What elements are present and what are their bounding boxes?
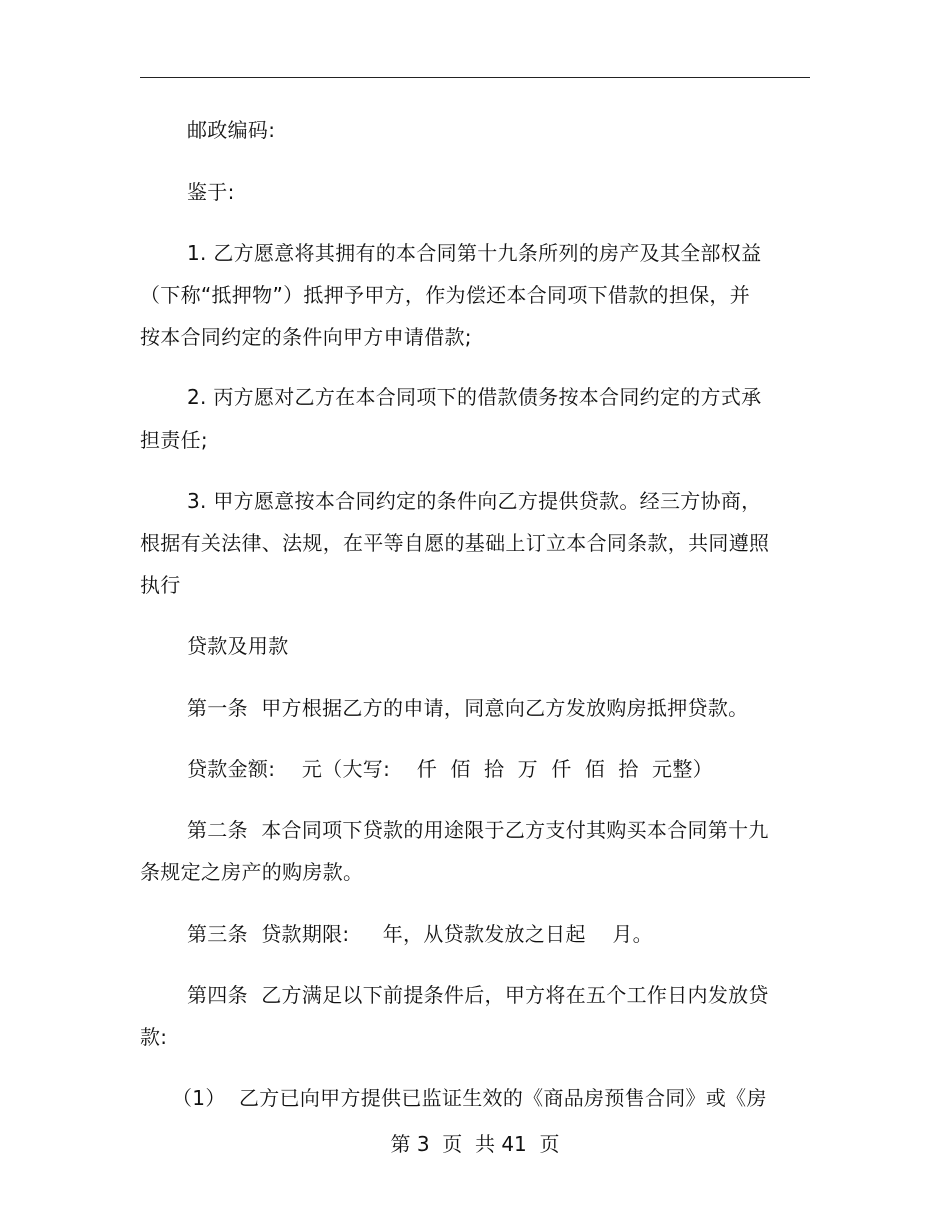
article-2-line-1: 第二条 本合同项下贷款的用途限于乙方支付其购买本合同第十九 [187,818,769,842]
article-4-line-1: 第四条 乙方满足以下前提条件后，甲方将在五个工作日内发放贷 [187,983,769,1007]
clause-1-line-3: 按本合同约定的条件向甲方申请借款; [140,325,472,349]
clause-2-line-2: 担责任; [140,428,208,452]
whereas-heading: 鉴于: [187,180,235,204]
page-indicator: 第 3 页 共 41 页 [390,1132,560,1156]
loan-amount-line: 贷款金额: 元（大写: 仟 佰 拾 万 仟 佰 拾 元整） [187,757,713,781]
article-4-line-2: 款: [140,1025,168,1049]
clause-1-line-1: 1. 乙方愿意将其拥有的本合同第十九条所列的房产及其全部权益 [187,241,762,265]
header-rule [140,77,810,78]
article-3: 第三条 贷款期限: 年，从贷款发放之日起 月。 [187,922,653,946]
clause-3-line-2: 根据有关法律、法规，在平等自愿的基础上订立本合同条款，共同遵照 [140,531,770,555]
section-title: 贷款及用款 [187,634,289,658]
item-1: （1） 乙方已向甲方提供已监证生效的《商品房预售合同》或《房 [172,1086,767,1110]
clause-2-line-1: 2. 丙方愿对乙方在本合同项下的借款债务按本合同约定的方式承 [187,385,762,409]
clause-3-line-1: 3. 甲方愿意按本合同约定的条件向乙方提供贷款。经三方协商， [187,489,762,513]
postal-code-label: 邮政编码: [187,118,276,142]
clause-3-line-3: 执行 [140,573,181,597]
article-2-line-2: 条规定之房产的购房款。 [140,860,364,884]
article-1: 第一条 甲方根据乙方的申请，同意向乙方发放购房抵押贷款。 [187,696,749,720]
clause-1-line-2: （下称“抵押物”）抵押予甲方，作为偿还本合同项下借款的担保，并 [140,283,751,307]
